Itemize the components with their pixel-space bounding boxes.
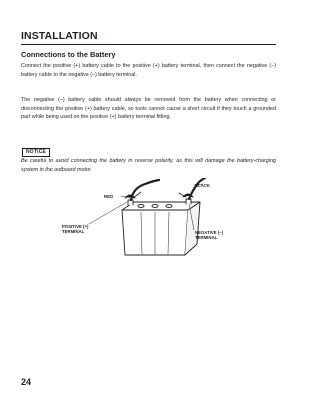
notice-text: Be careful to avoid connecting the battery in reverse polarity, as this will damage the battery-charging system in the outboard motor. [21,158,276,173]
positive-leader [89,202,127,224]
label-red: RED [104,194,114,199]
section-heading: Connections to the Battery [21,50,116,59]
red-cable [131,180,159,200]
paragraph-negative-cable: The negative (–) battery cable should always be removed from the battery when connecting or disconnecting the positive (+) battery cable, so tools cannot cause a short circuit if they touch a grounded part while being used on the positive (+) battery terminal fitting. [21,97,276,121]
label-negative-terminal: NEGATIVE (–) TERMINAL [195,230,224,241]
paragraph-connect-cables: Connect the positive (+) battery cable to the positive (+) battery terminal, then connect the negative (–) battery cable to the negative (–) battery terminal. [21,63,276,78]
notice-badge: NOTICE [22,148,50,157]
page-title: INSTALLATION [21,30,98,42]
label-black: BLACK [195,183,211,188]
black-cable [189,178,205,199]
label-positive-terminal: POSITIVE (+) TERMINAL [62,224,89,235]
page-number: 24 [21,377,32,387]
battery-illustration [55,178,255,256]
title-rule [21,44,276,45]
